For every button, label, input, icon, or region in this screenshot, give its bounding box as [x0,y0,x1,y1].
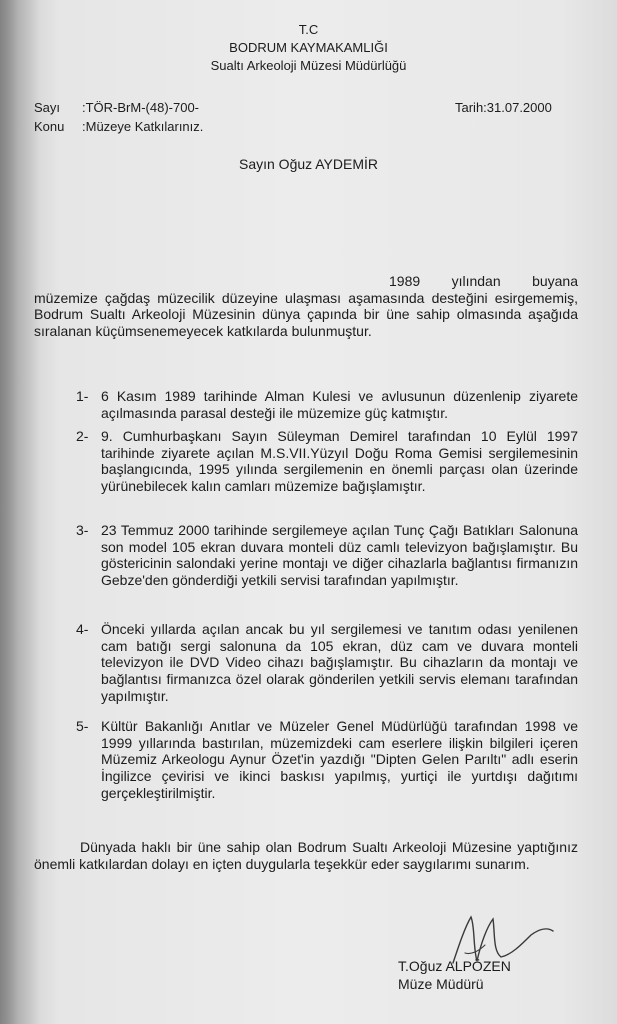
list-item [76,718,578,802]
header-museum: Sualtı Arkeoloji Müzesi Müdürlüğü [210,58,407,73]
list-item-text: 9. Cumhurbaşkanı Sayın Süleyman Demirel tarafından 10 Eylül 1997 tarihinde ziyarete açılan M.S.VII.Yüzyıl Doğu Roma Gemisi sergilemesinin başlangıcında, 1995 yılında sergilemenin en önemli parçası olan üzerinde yürünebilecek kalın camları müzemize bağışlamıştır. [101,428,578,495]
list-item-number: 2- [76,428,89,444]
konu-label: Konu [34,119,65,134]
date: Tarih:31.07.2000 [455,100,552,115]
signature-title: Müze Müdürü [398,976,484,992]
list-item-text: Önceki yıllarda açılan ancak bu yıl sergilemesi ve tanıtım odası yenilenen cam batığı sergi salonuna da 105 ekran, düz cam ve duvara monteli televizyon ile DVD Video cihazı bağışlamıştır. Bu cihazların da montajı ve bağlantısı firmanızca özel olarak gönderilen yetkili servis elemanı tarafından yapılmıştır. [101,621,578,704]
header-tc: T.C [298,22,319,37]
header-kaymakamlik: BODRUM KAYMAKAMLIĞI [229,40,388,55]
list-item [76,621,578,705]
list-item-text: 6 Kasım 1989 tarihinde Alman Kulesi ve avlusunun düzenlenip ziyarete açılmasında parasal desteği ile müzemize güç katmıştır. [101,388,578,421]
list-item-number: 4- [76,621,89,637]
sayi-label: Sayı [34,100,61,115]
konu-value: :Müzeye Katkılarınız. [82,119,204,134]
list-item-text: 23 Temmuz 2000 tarihinde sergilemeye açılan Tunç Çağı Batıkları Salonuna son model 105 ekran duvara monteli düz camlı televizyon bağışlamıştır. Bu göstericinin salondaki yerine montajı ve diğer cihazlarla bağlantısı firmanızın Gebze'den gönderdiği yetkili servisi tarafından yapılmıştır. [101,522,578,589]
intro-paragraph: 1989 yılından buyana müzemize çağdaş müzecilik düzeyine ulaşması aşamasında desteğini esirgememiş, Bodrum Sualtı Arkeoloji Müzesinin dünya çapında bir üne sahip olmasında aşağıda sıralanan küçümsenemeyecek katkılarda bulunmuştur. [34,273,578,339]
list-item-text: Kültür Bakanlığı Anıtlar ve Müzeler Genel Müdürlüğü tarafından 1998 ve 1999 yıllarında bastırılan, müzemizdeki cam eserlere ilişkin bilgileri içeren Müzemiz Arkeologu Aynur Özet'in yazdığı "Dipten Gelen Parıltı" adlı eserin İngilizce çevirisi ve ikinci baskısı yapılmış, yurtiçi ile yurtdışı dağıtımı gerçekleştirilmiştir. [101,718,578,801]
salutation: Sayın Oğuz AYDEMİR [238,156,378,172]
list-item [76,522,578,589]
list-item [76,428,578,495]
list-item-number: 5- [76,718,89,734]
list-item [76,388,578,421]
list-item-number: 3- [76,522,89,538]
sayi-value: :TÖR-BrM-(48)-700- [82,100,200,115]
list-item-number: 1- [76,388,89,404]
signature-name: T.Oğuz ALPÖZEN [398,958,511,974]
closing-paragraph: Dünyada haklı bir üne sahip olan Bodrum Sualtı Arkeoloji Müzesine yaptığınız önemli katkılardan dolayı en içten duygularla teşekkür eder saygılarımı sunarım. [34,839,578,872]
